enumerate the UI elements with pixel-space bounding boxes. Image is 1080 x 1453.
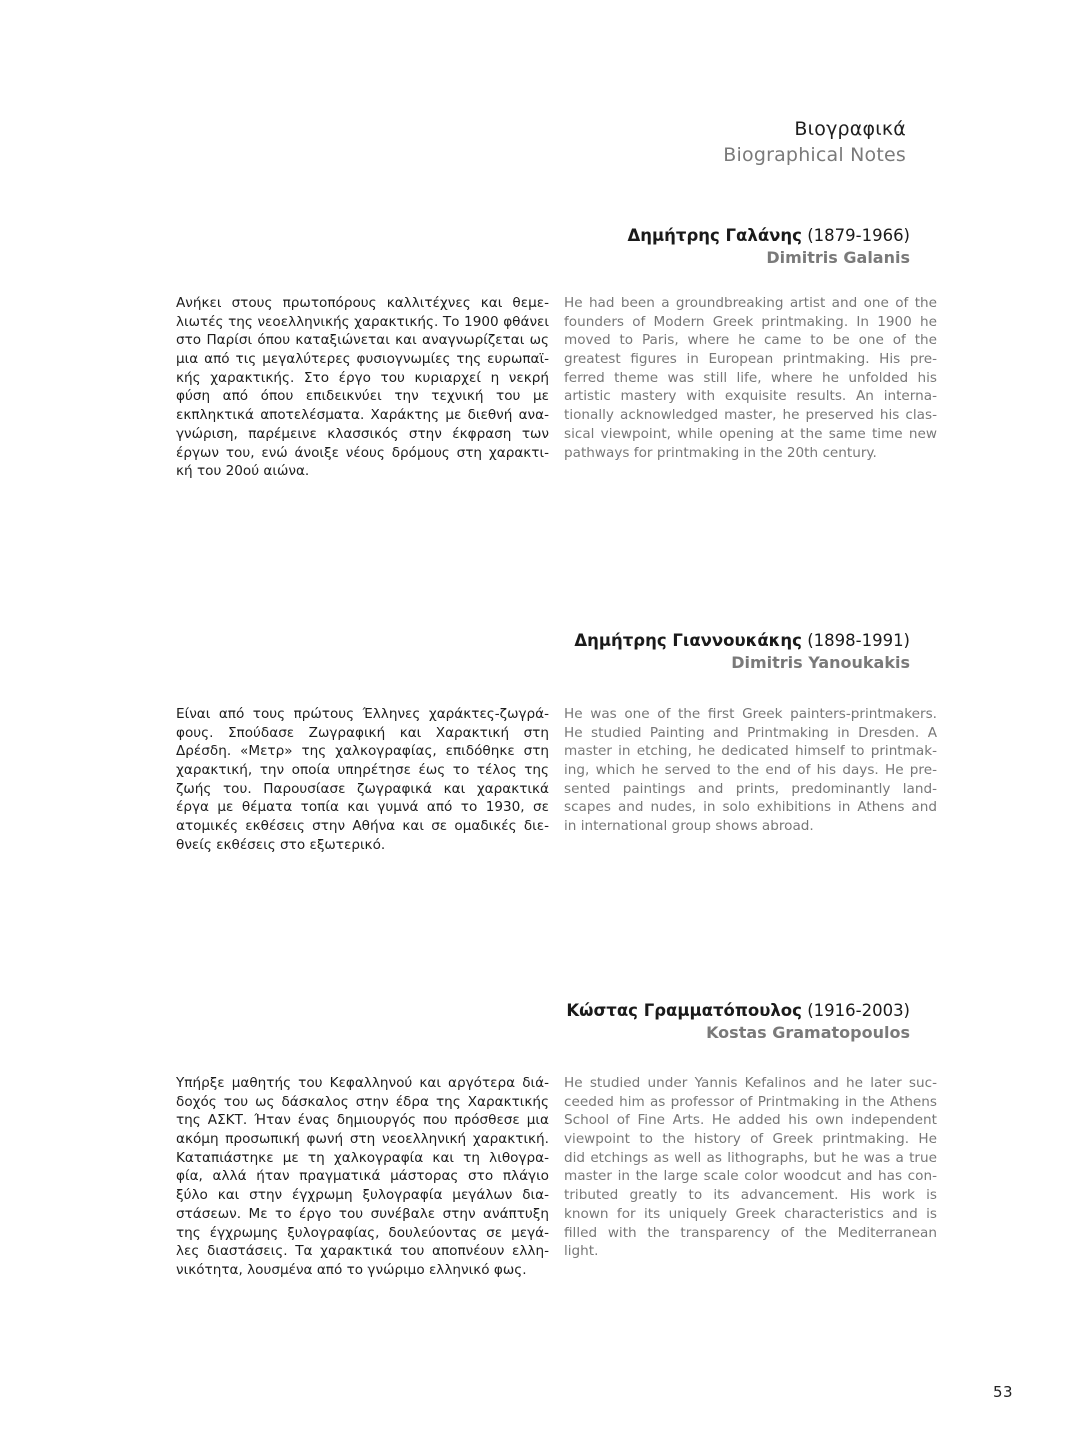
text-line: στάσεων. Με το έργο του συνέβαλε στην ανάπτυξη <box>176 1205 549 1222</box>
text-line: light. <box>564 1243 599 1260</box>
bio-years: (1879-1966) <box>807 226 910 245</box>
page-title-english: Biographical Notes <box>723 144 906 166</box>
bio-name-english: Kostas Gramatopoulos <box>706 1023 910 1042</box>
page-title-greek: Βιογραφικά <box>794 118 906 140</box>
text-line: Υπήρξε μαθητής του Κεφαλληνού και αργότερα διά- <box>176 1075 549 1091</box>
bio-name-greek: Δημήτρης Γιαννουκάκης <box>574 631 802 650</box>
text-line: Δρέσδη. «Μετρ» της χαλκογραφίας, επιδόθηκε στη <box>176 743 549 760</box>
page-header <box>723 116 906 168</box>
text-line: της έγχρωμης ξυλογραφίας, δουλεύοντας σε μεγά- <box>176 1224 549 1241</box>
text-line: ακόμη προσωπική φωνή στη νεοελληνική χαρακτική. <box>176 1131 549 1148</box>
text-line: φύση από όπου επιδεικνύει την τεχνική του με <box>176 388 549 405</box>
page-number: 53 <box>993 1383 1014 1401</box>
text-line: tionally acknowledged master, he preserved his clas- <box>564 407 937 424</box>
text-line: γνώριση, παρέμεινε κλασσικός στην έκφραση των <box>176 425 549 442</box>
text-line: in international group shows abroad. <box>564 818 814 835</box>
text-line: δοχός του ως δάσκαλος στην έδρα της Χαρακτικής <box>176 1093 549 1110</box>
bio-text-english <box>564 1074 937 1261</box>
bio-heading-galanis <box>628 225 910 269</box>
text-line: pathways for printmaking in the 20th century. <box>564 444 877 461</box>
text-line: viewpoint to the history of Greek printmaking. He <box>564 1131 937 1148</box>
bio-name-line <box>574 630 910 652</box>
text-line: Ανήκει στους πρωτοπόρους καλλιτέχνες και θεμε- <box>176 295 549 311</box>
text-line: He studied Painting and Printmaking in Dresden. A <box>564 724 937 741</box>
bio-name-line <box>628 225 910 247</box>
text-line: στο Παρίσι όπου καταξιώνεται και αναγνωρίζεται ως <box>176 332 549 349</box>
text-line: έργα με θέματα τοπία και γυμνά από το 1930, σε <box>176 799 549 816</box>
text-line: He had been a groundbreaking artist and one of the <box>564 295 937 311</box>
bio-heading-yanoukakis <box>574 630 910 674</box>
text-line: did etchings as well as lithographs, but he was a true <box>564 1149 937 1166</box>
bio-name-greek: Κώστας Γραμματόπουλος <box>566 1001 802 1020</box>
text-line: tributed greatly to its advancement. His work is <box>564 1187 937 1204</box>
bio-text-greek <box>176 294 549 481</box>
text-line: θνείς εκθέσεις στο εξωτερικό. <box>176 836 386 853</box>
text-line: ξύλο και στην έγχρωμη ξυλογραφία μεγάλων δια- <box>176 1187 549 1204</box>
text-line: moved to Paris, where he came to be one of the <box>564 332 937 349</box>
text-line: ferred theme was still life, where he unfolded his <box>564 369 937 386</box>
text-line: He studied under Yannis Kefalinos and he later suc- <box>564 1075 937 1091</box>
text-line: greatest figures in European printmaking. His pre- <box>564 351 937 368</box>
text-line: scapes and nudes, in solo exhibitions in Athens and <box>564 799 937 816</box>
bio-text-english <box>564 294 937 462</box>
text-line: sented paintings and prints, predominantly land- <box>564 780 937 797</box>
text-line: Είναι από τους πρώτους Έλληνες χαράκτες-ζωγρά- <box>176 706 549 722</box>
text-line: known for its uniquely Greek characteristics and is <box>564 1205 937 1222</box>
text-line: φους. Σπούδασε Ζωγραφική και Χαρακτική στη <box>176 724 549 741</box>
text-line: filled with the transparency of the Mediterranean <box>564 1224 937 1241</box>
text-line: ceeded him as professor of Printmaking in the Athens <box>564 1093 937 1110</box>
bio-years: (1898-1991) <box>807 631 910 650</box>
text-line: artistic mastery with exquisite results. An interna- <box>564 388 937 405</box>
bio-name-line <box>566 1000 910 1022</box>
text-line: He was one of the first Greek painters-printmakers. <box>564 706 937 722</box>
text-line: νικότητα, λουσμένα από το γνώριμο ελληνικό φως. <box>176 1261 527 1278</box>
bio-name-english: Dimitris Yanoukakis <box>731 653 910 672</box>
text-line: ing, which he served to the end of his days. He pre- <box>564 762 937 779</box>
text-line: master in etching, he dedicated himself to printmak- <box>564 743 937 760</box>
bio-heading-gramatopoulos <box>566 1000 910 1044</box>
text-line: Καταπιάστηκε με τη χαλκογραφία και τη λιθογρα- <box>176 1149 549 1166</box>
text-line: sical viewpoint, while opening at the same time new <box>564 425 937 442</box>
text-line: λιωτές της νεοελληνικής χαρακτικής. Το 1900 φθάνει <box>176 313 549 330</box>
bio-years: (1916-2003) <box>807 1001 910 1020</box>
text-line: εκπληκτικά αποτελέσματα. Χαράκτης με διεθνή ανα- <box>176 407 549 424</box>
bio-name-greek: Δημήτρης Γαλάνης <box>627 226 802 245</box>
text-line: χαρακτική, την οποία υπηρέτησε έως το τέλος της <box>176 762 549 779</box>
text-line: κής χαρακτικής. Στο έργο του κυριαρχεί η νεκρή <box>176 369 549 386</box>
text-line: founders of Modern Greek printmaking. In 1900 he <box>564 313 937 330</box>
text-line: της ΑΣΚΤ. Ήταν ένας δημιουργός που πρόσθεσε μια <box>176 1112 549 1129</box>
text-line: φία, αλλά ήταν πραγματικά μάστορας στο πλάγιο <box>176 1168 549 1185</box>
bio-text-greek <box>176 705 549 855</box>
text-line: μια από τις μεγαλύτερες φυσιογνωμίες της ευρωπαϊ- <box>176 351 549 368</box>
text-line: School of Fine Arts. He added his own independent <box>564 1112 937 1129</box>
text-line: κή του 20ού αιώνα. <box>176 463 310 480</box>
text-line: ατομικές εκθέσεις στην Αθήνα και σε ομαδικές διε- <box>176 818 549 835</box>
bio-name-english: Dimitris Galanis <box>766 248 910 267</box>
text-line: λες διαστάσεις. Τα χαρακτικά του αποπνέουν ελλη- <box>176 1243 549 1260</box>
bio-text-greek <box>176 1074 549 1280</box>
text-line: ζωής του. Παρουσίασε ζωγραφικά και χαρακτικά <box>176 780 549 797</box>
bio-text-english <box>564 705 937 836</box>
text-line: master in the large scale color woodcut and has con- <box>564 1168 937 1185</box>
text-line: έργων του, ενώ άνοιξε νέους δρόμους στη χαρακτι- <box>176 444 549 461</box>
